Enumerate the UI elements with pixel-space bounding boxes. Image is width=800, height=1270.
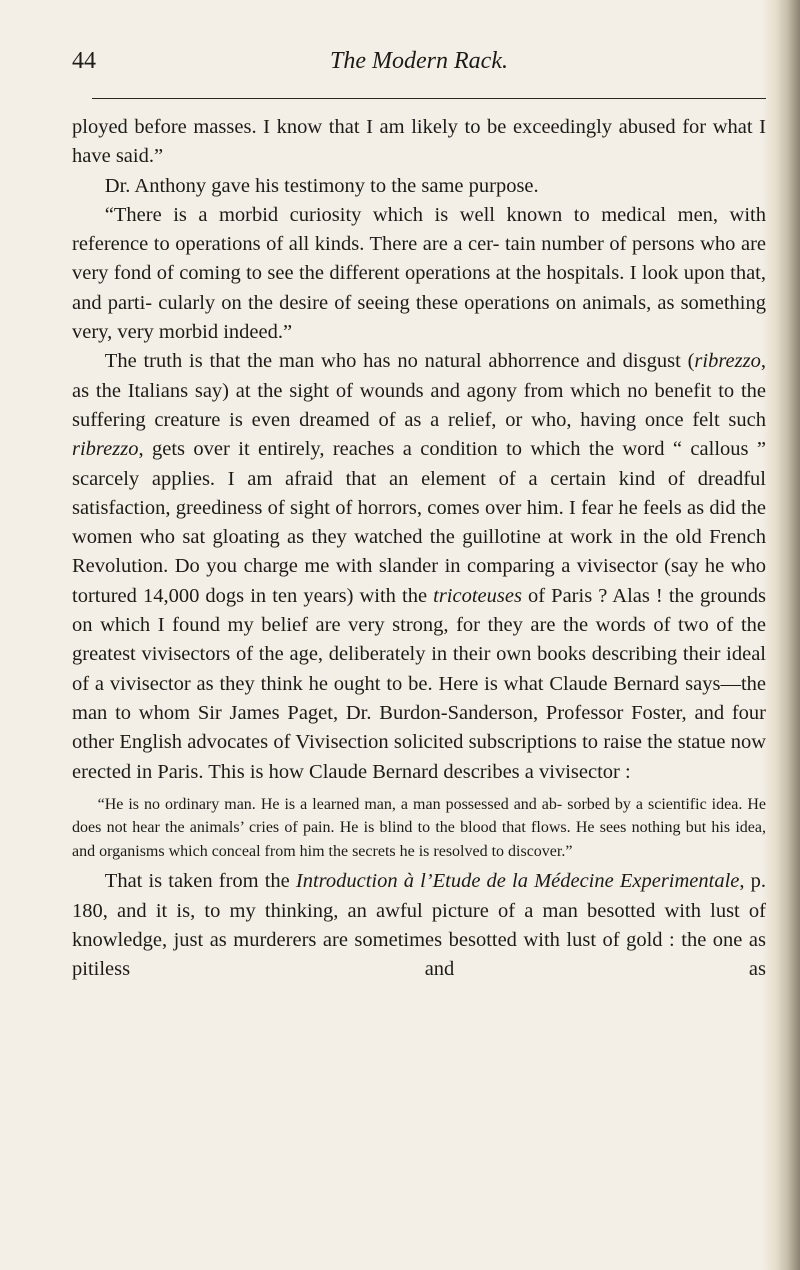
text-run: , as the Italians say) at the sight of wounds and agony from which no benefit to the suffering creature is even dreamed of as a relief, or who, having once felt such [72,350,766,431]
text-run: That is taken from the [104,870,296,893]
page-edge-shadow [762,0,800,1270]
header-rule [92,98,766,99]
text-run: The truth is that the man who has no natural abhorrence and disgust ( [104,350,695,373]
page-number: 44 [72,48,96,74]
paragraph: Dr. Anthony gave his testimony to the same purpose. [104,174,539,197]
running-title: The Modern Rack. [330,48,508,74]
italic-term: tricoteuses [433,584,522,607]
paragraph [72,347,766,786]
page-header [72,48,766,84]
italic-term: ribrezzo [72,438,139,461]
text-run: of Paris ? Alas ! the grounds on which I found my belief are very strong, for they are the words of two of the greatest vivisectors of the age, deliberately in their own books describing their ideal of a vivisector as they think he ought to be. Here is what Claude Bernard says—the man to whom Sir James Paget, Dr. Burdon-Sanderson, Professor Foster, and four other English advocates of Vivisection solicited subscriptions to raise the statue now erected in Paris. This is how Claude Bernard describes a vivisector : [72,584,766,783]
page-body [72,113,766,985]
italic-term: ribrezzo [694,350,761,373]
paragraph-quotation: “There is a morbid curiosity which is well known to medical men, with reference to operations of all kinds. There are a cer- tain number of persons who are very fond of coming to see the different operations at the hospitals. I look upon that, and parti- cularly on the desire of seeing these operations on animals, as something very, very morbid indeed.” [72,203,766,344]
book-page [72,0,766,1270]
text-run: , gets over it entirely, reaches a condition to which the word “ callous ” scarcely applies. I am afraid that an element of a certain kind of dreadful satisfaction, greediness of sight of horrors, comes over him. I fear he feels as did the women who sat gloating as they watched the guillotine at work in the old French Revolution. Do you charge me with slander in comparing a vivisector (say he who tortured 14,000 dogs in ten years) with the [72,438,766,607]
block-quote: “He is no ordinary man. He is a learned man, a man possessed and ab- sorbed by a scientific idea. He does not hear the animals’ cries of pain. He is blind to the blood that flows. He sees nothing but his idea, and organisms which conceal from him the secrets he is resolved to discover.” [72,795,766,860]
italic-title: Introduction à l’Etude de la Médecine Experimentale [295,870,740,893]
paragraph [72,867,766,984]
paragraph-continued: ployed before masses. I know that I am likely to be exceedingly abused for what I have said.” [72,116,766,168]
text-run: , p. 180, and it is, to my thinking, an awful picture of a man besotted with lust of knowledge, just as murderers are sometimes besotted with lust of gold : the one as pitiless and as [72,870,767,981]
